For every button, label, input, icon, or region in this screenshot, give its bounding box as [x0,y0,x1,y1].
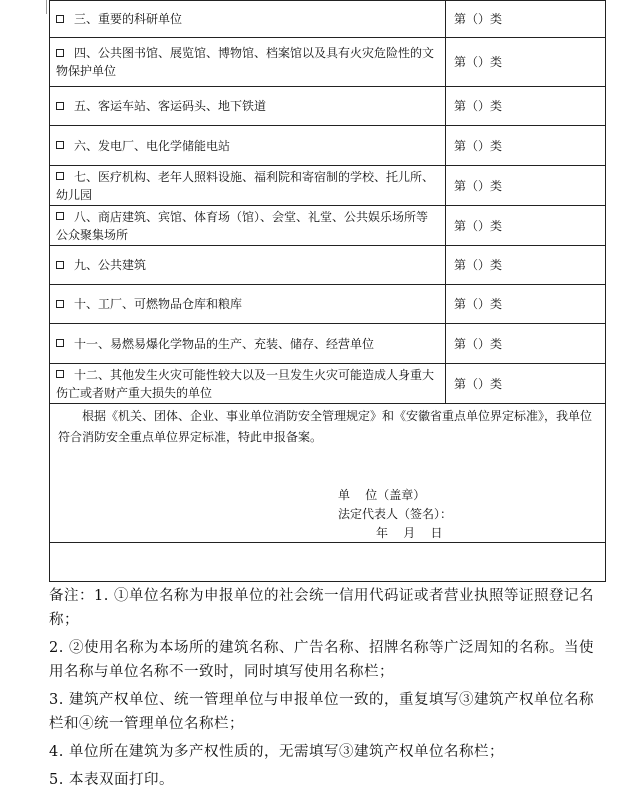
signature-block [338,486,452,543]
checkbox[interactable] [56,102,64,110]
checkbox[interactable] [56,212,64,220]
table-row [50,166,606,206]
checkbox[interactable] [56,172,64,180]
table-row [50,364,606,404]
note-item: 4. 单位所在建筑为多产权性质的，无需填写③建筑产权单位名称栏； [49,744,504,760]
note-item: 5. 本表双面打印。 [49,772,174,788]
checkbox[interactable] [56,370,64,378]
class-field[interactable]: 第（）类 [446,364,606,404]
class-field[interactable]: 第（）类 [446,206,606,246]
class-field[interactable]: 第（）类 [446,285,606,324]
unit-seal-label: 单 位（盖章） [338,488,426,502]
row-label: 六、发电厂、电化学储能电站 [74,138,231,153]
class-field[interactable]: 第（）类 [446,246,606,285]
table-row [50,38,606,87]
row-label: 八、商店建筑、宾馆、体育场（馆）、会堂、礼堂、公共娱乐场所等公众聚集场所 [56,209,429,242]
blank-row [50,543,606,582]
row-label: 四、公共图书馆、展览馆、博物馆、档案馆以及具有火灾危险性的文物保护单位 [56,46,435,78]
checkbox[interactable] [56,261,64,269]
row-label: 七、医疗机构、老年人照料设施、福利院和寄宿制的学校、托儿所、幼儿园 [56,169,435,202]
row-label: 十一、易燃易爆化学物品的生产、充装、储存、经营单位 [74,336,375,351]
table-row [50,206,606,246]
row-label: 三、重要的科研单位 [74,12,183,26]
checkbox[interactable] [56,141,64,149]
margin-mark [32,0,47,14]
class-field[interactable]: 第（）类 [446,126,606,166]
note-item: 3. 建筑产权单位、统一管理单位与申报单位一致的，重复填写③建筑产权单位名称栏和④统一管理单位名称栏； [49,692,594,732]
class-field[interactable]: 第（）类 [446,1,606,38]
table-row [50,126,606,166]
table-row [50,1,606,38]
notes-section [49,584,605,796]
class-field[interactable]: 第（）类 [446,166,606,206]
class-field[interactable]: 第（）类 [446,38,606,87]
class-field[interactable]: 第（）类 [446,324,606,364]
blank-field[interactable] [50,543,606,582]
unit-classification-table [49,0,606,582]
row-label: 九、公共建筑 [74,258,147,272]
row-label: 十、工厂、可燃物品仓库和粮库 [74,297,243,311]
checkbox[interactable] [56,300,64,308]
row-label: 五、客运车站、客运码头、地下铁道 [74,99,267,113]
checkbox[interactable] [56,15,64,23]
legal-rep-signature-label: 法定代表人（签名）： [338,507,453,521]
class-field[interactable]: 第（）类 [446,87,606,126]
note-item: 2. ②使用名称为本场所的建筑名称、广告名称、招牌名称等广泛周知的名称。当使用名称与单位名称不一致时，同时填写使用名称栏； [49,640,594,680]
table-row [50,246,606,285]
table-row [50,285,606,324]
declaration-text: 根据《机关、团体、企业、事业单位消防安全管理规定》和《安徽省重点单位界定标准》，我单位符合消防安全重点单位界定标准，特此申报备案。 [58,409,593,444]
declaration-row [50,404,606,543]
checkbox[interactable] [56,339,64,347]
checkbox[interactable] [56,49,64,57]
note-item: 备注：1. ①单位名称为申报单位的社会统一信用代码证或者营业执照等证照登记名称； [49,588,594,628]
table-row [50,324,606,364]
table-row [50,87,606,126]
row-label: 十二、其他发生火灾可能性较大以及一旦发生火灾可能造成人身重大伤亡或者财产重大损失的单位 [56,367,435,400]
date-label: 年 月 日 [376,526,443,540]
